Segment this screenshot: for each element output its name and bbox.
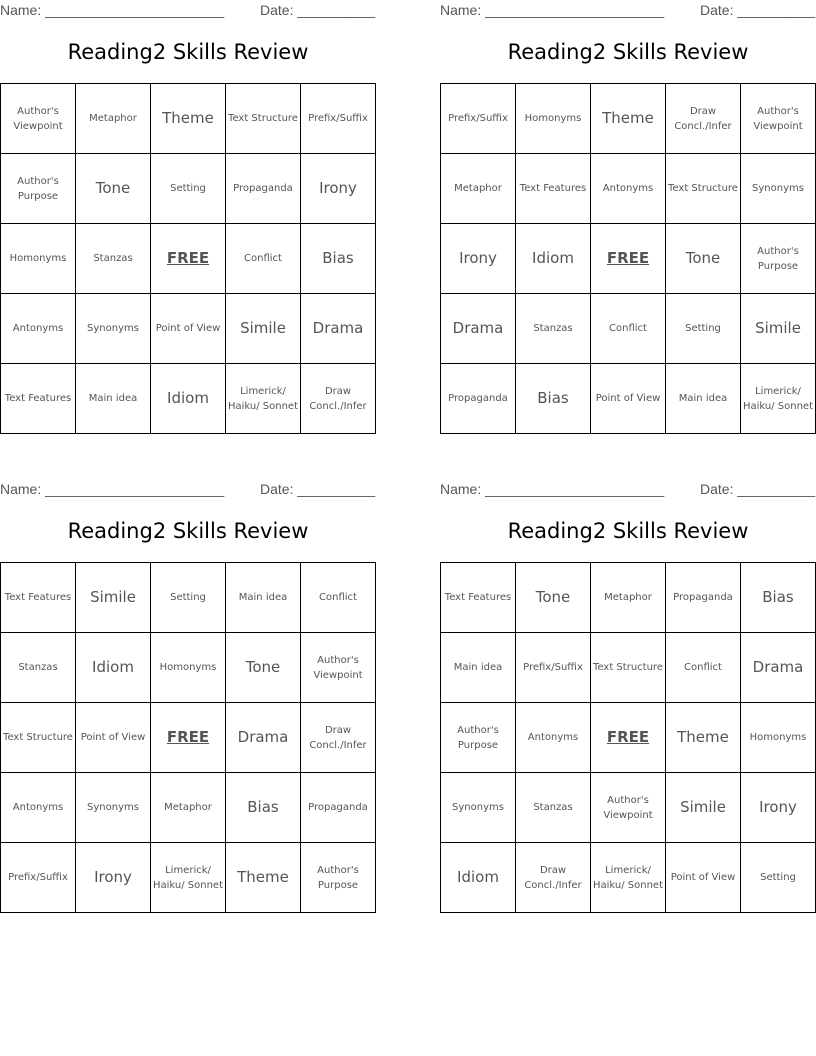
bingo-cell[interactable]: Stanzas bbox=[76, 224, 151, 294]
name-date-row bbox=[0, 479, 376, 501]
bingo-cell[interactable]: Theme bbox=[666, 703, 741, 773]
bingo-cell[interactable]: Tone bbox=[516, 563, 591, 633]
bingo-cell[interactable]: Setting bbox=[741, 843, 816, 913]
bingo-cell[interactable]: Author's Viewpoint bbox=[301, 633, 376, 703]
grid-row bbox=[1, 633, 376, 703]
grid-row bbox=[1, 843, 376, 913]
bingo-cell[interactable]: Idiom bbox=[441, 843, 516, 913]
bingo-cell[interactable]: Homonyms bbox=[741, 703, 816, 773]
grid-row bbox=[441, 154, 816, 224]
bingo-cell[interactable]: Text Features bbox=[441, 563, 516, 633]
date-field: Date: __________ bbox=[260, 481, 376, 497]
bingo-cell[interactable]: Setting bbox=[151, 563, 226, 633]
bingo-cell[interactable]: Idiom bbox=[151, 364, 226, 434]
card-title: Reading2 Skills Review bbox=[507, 519, 749, 543]
bingo-cell[interactable]: Main idea bbox=[441, 633, 516, 703]
bingo-cell[interactable]: Tone bbox=[76, 154, 151, 224]
card-title: Reading2 Skills Review bbox=[67, 40, 309, 64]
bingo-cell[interactable]: Conflict bbox=[591, 294, 666, 364]
bingo-cell[interactable]: Homonyms bbox=[516, 84, 591, 154]
bingo-card-4 bbox=[440, 479, 816, 919]
bingo-cell[interactable]: Bias bbox=[226, 773, 301, 843]
bingo-cell[interactable]: Antonyms bbox=[591, 154, 666, 224]
bingo-cell[interactable]: Irony bbox=[301, 154, 376, 224]
bingo-cell[interactable]: Propaganda bbox=[226, 154, 301, 224]
bingo-cell[interactable]: Stanzas bbox=[516, 773, 591, 843]
card-title: Reading2 Skills Review bbox=[67, 519, 309, 543]
date-field: Date: __________ bbox=[260, 2, 376, 18]
bingo-cell[interactable]: Drama bbox=[741, 633, 816, 703]
bingo-cell[interactable]: Draw Concl./Infer bbox=[301, 364, 376, 434]
bingo-cell[interactable]: Main idea bbox=[76, 364, 151, 434]
grid-row bbox=[1, 364, 376, 434]
bingo-cell[interactable]: Irony bbox=[741, 773, 816, 843]
bingo-cell[interactable]: Limerick/ Haiku/ Sonnet bbox=[741, 364, 816, 434]
bingo-cell[interactable]: Synonyms bbox=[76, 294, 151, 364]
name-field: Name: _______________________ bbox=[440, 2, 665, 18]
grid-row bbox=[1, 224, 376, 294]
grid-row bbox=[441, 84, 816, 154]
free-space-cell[interactable]: FREE bbox=[151, 703, 226, 773]
bingo-cell[interactable]: Setting bbox=[151, 154, 226, 224]
bingo-cell[interactable]: Author's Purpose bbox=[441, 703, 516, 773]
bingo-cell[interactable]: Theme bbox=[591, 84, 666, 154]
bingo-cell[interactable]: Setting bbox=[666, 294, 741, 364]
bingo-cell[interactable]: Theme bbox=[151, 84, 226, 154]
grid-row bbox=[441, 773, 816, 843]
grid-row bbox=[1, 773, 376, 843]
bingo-cell[interactable]: Conflict bbox=[226, 224, 301, 294]
bingo-cell[interactable]: Draw Concl./Infer bbox=[301, 703, 376, 773]
bingo-cell[interactable]: Text Structure bbox=[1, 703, 76, 773]
bingo-cell[interactable]: Prefix/Suffix bbox=[1, 843, 76, 913]
bingo-cell[interactable]: Author's Viewpoint bbox=[591, 773, 666, 843]
grid-row bbox=[441, 364, 816, 434]
name-field: Name: _______________________ bbox=[0, 2, 225, 18]
bingo-cell[interactable]: Prefix/Suffix bbox=[516, 633, 591, 703]
bingo-cell[interactable]: Stanzas bbox=[516, 294, 591, 364]
bingo-grid bbox=[440, 562, 816, 913]
bingo-cell[interactable]: Synonyms bbox=[76, 773, 151, 843]
name-field: Name: _______________________ bbox=[0, 481, 225, 497]
bingo-cell[interactable]: Limerick/ Haiku/ Sonnet bbox=[151, 843, 226, 913]
name-field: Name: _______________________ bbox=[440, 481, 665, 497]
bingo-cell[interactable]: Limerick/ Haiku/ Sonnet bbox=[226, 364, 301, 434]
bingo-cell[interactable]: Bias bbox=[301, 224, 376, 294]
bingo-cell[interactable]: Main idea bbox=[226, 563, 301, 633]
bingo-cell[interactable]: Irony bbox=[441, 224, 516, 294]
bingo-cell[interactable]: Tone bbox=[226, 633, 301, 703]
bingo-cell[interactable]: Bias bbox=[516, 364, 591, 434]
bingo-cell[interactable]: Text Features bbox=[516, 154, 591, 224]
bingo-cell[interactable]: Synonyms bbox=[741, 154, 816, 224]
bingo-cell[interactable]: Point of View bbox=[591, 364, 666, 434]
bingo-cell[interactable]: Idiom bbox=[76, 633, 151, 703]
bingo-cell[interactable]: Conflict bbox=[301, 563, 376, 633]
bingo-cell[interactable]: Text Features bbox=[1, 364, 76, 434]
grid-row bbox=[441, 224, 816, 294]
bingo-cell[interactable]: Irony bbox=[76, 843, 151, 913]
free-space-cell[interactable]: FREE bbox=[151, 224, 226, 294]
bingo-cell[interactable]: Prefix/Suffix bbox=[301, 84, 376, 154]
bingo-cell[interactable]: Simile bbox=[666, 773, 741, 843]
bingo-cell[interactable]: Propaganda bbox=[301, 773, 376, 843]
bingo-cell[interactable]: Point of View bbox=[151, 294, 226, 364]
bingo-cell[interactable]: Author's Viewpoint bbox=[1, 84, 76, 154]
bingo-cell[interactable]: Prefix/Suffix bbox=[441, 84, 516, 154]
bingo-cell[interactable]: Metaphor bbox=[591, 563, 666, 633]
bingo-cell[interactable]: Synonyms bbox=[441, 773, 516, 843]
bingo-grid bbox=[0, 562, 376, 913]
name-date-row bbox=[440, 479, 816, 501]
bingo-cell[interactable]: Author's Purpose bbox=[741, 224, 816, 294]
bingo-cell[interactable]: Tone bbox=[666, 224, 741, 294]
bingo-card-3 bbox=[0, 479, 376, 919]
bingo-cell[interactable]: Author's Purpose bbox=[301, 843, 376, 913]
grid-row bbox=[441, 703, 816, 773]
date-field: Date: __________ bbox=[700, 481, 816, 497]
bingo-cell[interactable]: Homonyms bbox=[1, 224, 76, 294]
grid-row bbox=[1, 703, 376, 773]
name-date-row bbox=[0, 0, 376, 22]
grid-row bbox=[441, 843, 816, 913]
bingo-cell[interactable]: Theme bbox=[226, 843, 301, 913]
bingo-card-2 bbox=[440, 0, 816, 440]
bingo-cell[interactable]: Limerick/ Haiku/ Sonnet bbox=[591, 843, 666, 913]
bingo-cell[interactable]: Point of View bbox=[76, 703, 151, 773]
grid-row bbox=[1, 84, 376, 154]
bingo-cell[interactable]: Propaganda bbox=[441, 364, 516, 434]
bingo-cell[interactable]: Author's Purpose bbox=[1, 154, 76, 224]
bingo-cell[interactable]: Antonyms bbox=[1, 294, 76, 364]
bingo-cell[interactable]: Draw Concl./Infer bbox=[666, 84, 741, 154]
free-space-cell[interactable]: FREE bbox=[591, 703, 666, 773]
bingo-cell[interactable]: Simile bbox=[226, 294, 301, 364]
date-field: Date: __________ bbox=[700, 2, 816, 18]
grid-row bbox=[441, 563, 816, 633]
bingo-cell[interactable]: Text Structure bbox=[226, 84, 301, 154]
bingo-cell[interactable]: Author's Viewpoint bbox=[741, 84, 816, 154]
bingo-cell[interactable]: Point of View bbox=[666, 843, 741, 913]
grid-row bbox=[441, 633, 816, 703]
free-space-cell[interactable]: FREE bbox=[591, 224, 666, 294]
bingo-cell[interactable]: Text Structure bbox=[591, 633, 666, 703]
bingo-cell[interactable]: Text Features bbox=[1, 563, 76, 633]
bingo-cell[interactable]: Metaphor bbox=[151, 773, 226, 843]
grid-row bbox=[1, 294, 376, 364]
bingo-cell[interactable]: Bias bbox=[741, 563, 816, 633]
bingo-cell[interactable]: Homonyms bbox=[151, 633, 226, 703]
bingo-cell[interactable]: Drama bbox=[301, 294, 376, 364]
bingo-cell[interactable]: Conflict bbox=[666, 633, 741, 703]
bingo-cell[interactable]: Antonyms bbox=[1, 773, 76, 843]
bingo-cell[interactable]: Metaphor bbox=[76, 84, 151, 154]
bingo-cell[interactable]: Propaganda bbox=[666, 563, 741, 633]
bingo-grid bbox=[440, 83, 816, 434]
bingo-grid bbox=[0, 83, 376, 434]
bingo-cell[interactable]: Simile bbox=[76, 563, 151, 633]
bingo-cell[interactable]: Main idea bbox=[666, 364, 741, 434]
bingo-cell[interactable]: Stanzas bbox=[1, 633, 76, 703]
bingo-cell[interactable]: Metaphor bbox=[441, 154, 516, 224]
bingo-cell[interactable]: Text Structure bbox=[666, 154, 741, 224]
grid-row bbox=[1, 154, 376, 224]
bingo-cell[interactable]: Simile bbox=[741, 294, 816, 364]
name-date-row bbox=[440, 0, 816, 22]
bingo-card-1 bbox=[0, 0, 376, 440]
grid-row bbox=[1, 563, 376, 633]
grid-row bbox=[441, 294, 816, 364]
bingo-cell[interactable]: Antonyms bbox=[516, 703, 591, 773]
bingo-cell[interactable]: Idiom bbox=[516, 224, 591, 294]
bingo-cell[interactable]: Drama bbox=[226, 703, 301, 773]
card-title: Reading2 Skills Review bbox=[507, 40, 749, 64]
bingo-cell[interactable]: Draw Concl./Infer bbox=[516, 843, 591, 913]
bingo-cell[interactable]: Drama bbox=[441, 294, 516, 364]
